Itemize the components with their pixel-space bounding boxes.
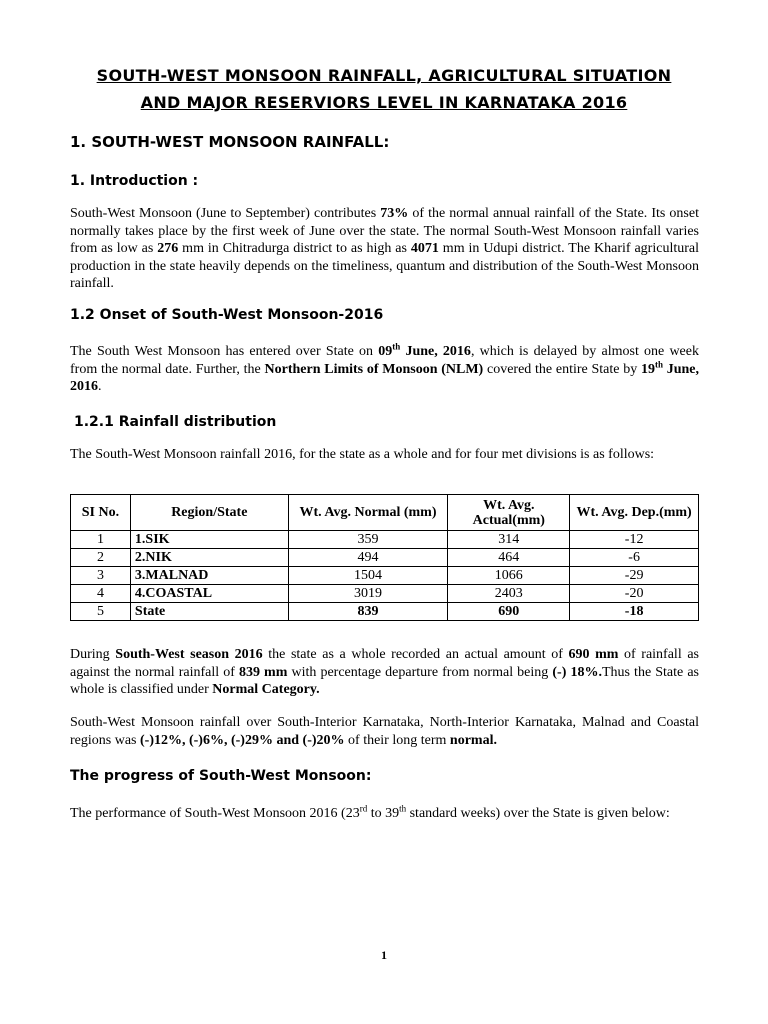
cell-normal: 359	[288, 531, 448, 549]
document-title-line-2: AND MAJOR RESERVIORS LEVEL IN KARNATAKA 2016	[140, 93, 628, 112]
cell-actual: 1066	[448, 567, 570, 585]
progress-heading: The progress of South-West Monsoon:	[70, 768, 372, 784]
cell-sl: 2	[71, 549, 131, 567]
header-normal: Wt. Avg. Normal (mm)	[288, 495, 448, 531]
header-sl-no: SI No.	[71, 495, 131, 531]
cell-sl: 4	[71, 585, 131, 603]
cell-sl: 5	[71, 603, 131, 621]
cell-departure: -6	[570, 549, 699, 567]
season-summary-paragraph: During South-West season 2016 the state as a whole recorded an actual amount of 690 mm of rainfall as against the normal rainfall of 839 mm with percentage departure from normal being (-) 18%.Thus the State as whole is classified under Normal Category.	[70, 647, 700, 697]
cell-sl: 1	[71, 531, 131, 549]
table-row	[71, 585, 699, 603]
cell-normal: 3019	[288, 585, 448, 603]
cell-normal: 494	[288, 549, 448, 567]
cell-region: 2.NIK	[130, 549, 288, 567]
cell-actual: 690	[448, 603, 570, 621]
rainfall-table	[70, 494, 699, 621]
cell-region: State	[130, 603, 288, 621]
cell-departure: -18	[570, 603, 699, 621]
introduction-paragraph: South-West Monsoon (June to September) contributes 73% of the normal annual rainfall of the State. Its onset normally takes place by the first week of June over the state. The normal South-West Monsoon rainfall varies from as low as 276 mm in Chitradurga district to as high as 4071 mm in Udupi district. The Kharif agricultural production in the state heavily depends on the timeliness, quantum and distribution of the South-West Monsoon rainfall.	[70, 206, 699, 291]
cell-departure: -29	[570, 567, 699, 585]
page-number: 1	[381, 948, 387, 962]
header-departure: Wt. Avg. Dep.(mm)	[570, 495, 699, 531]
document-title-line-1: SOUTH-WEST MONSOON RAINFALL, AGRICULTURAL SITUATION	[96, 66, 672, 85]
cell-actual: 314	[448, 531, 570, 549]
progress-paragraph: The performance of South-West Monsoon 2016 (23rd to 39th standard weeks) over the State is given below:	[70, 803, 670, 821]
cell-region: 1.SIK	[130, 531, 288, 549]
regional-departure-paragraph: South-West Monsoon rainfall over South-Interior Karnataka, North-Interior Karnataka, Malnad and Coastal regions was (-)12%, (-)6%, (-)29% and (-)20% of their long term normal.	[70, 715, 699, 748]
cell-departure: -12	[570, 531, 699, 549]
table-row-total	[71, 603, 699, 621]
cell-actual: 464	[448, 549, 570, 567]
introduction-heading: 1. Introduction :	[70, 173, 199, 189]
rainfall-distribution-paragraph: The South-West Monsoon rainfall 2016, for the state as a whole and for four met divisions is as follows:	[70, 447, 655, 462]
cell-region: 3.MALNAD	[130, 567, 288, 585]
cell-actual: 2403	[448, 585, 570, 603]
cell-normal: 1504	[288, 567, 448, 585]
cell-normal: 839	[288, 603, 448, 621]
header-region: Region/State	[130, 495, 288, 531]
cell-sl: 3	[71, 567, 131, 585]
cell-region: 4.COASTAL	[130, 585, 288, 603]
onset-heading: 1.2 Onset of South-West Monsoon-2016	[70, 307, 384, 323]
table-header-row	[71, 495, 699, 531]
header-actual: Wt. Avg. Actual(mm)	[448, 495, 570, 531]
table-row	[71, 567, 699, 585]
rainfall-distribution-heading: 1.2.1 Rainfall distribution	[74, 414, 277, 430]
onset-paragraph: The South West Monsoon has entered over State on 09th June, 2016, which is delayed by almost one week from the normal date. Further, the Northern Limits of Monsoon (NLM) covered the entire State by 19th June, 2016.	[70, 341, 699, 394]
table-row	[71, 531, 699, 549]
cell-departure: -20	[570, 585, 699, 603]
section-1-heading: 1. SOUTH-WEST MONSOON RAINFALL:	[70, 133, 390, 151]
table-row	[71, 549, 699, 567]
